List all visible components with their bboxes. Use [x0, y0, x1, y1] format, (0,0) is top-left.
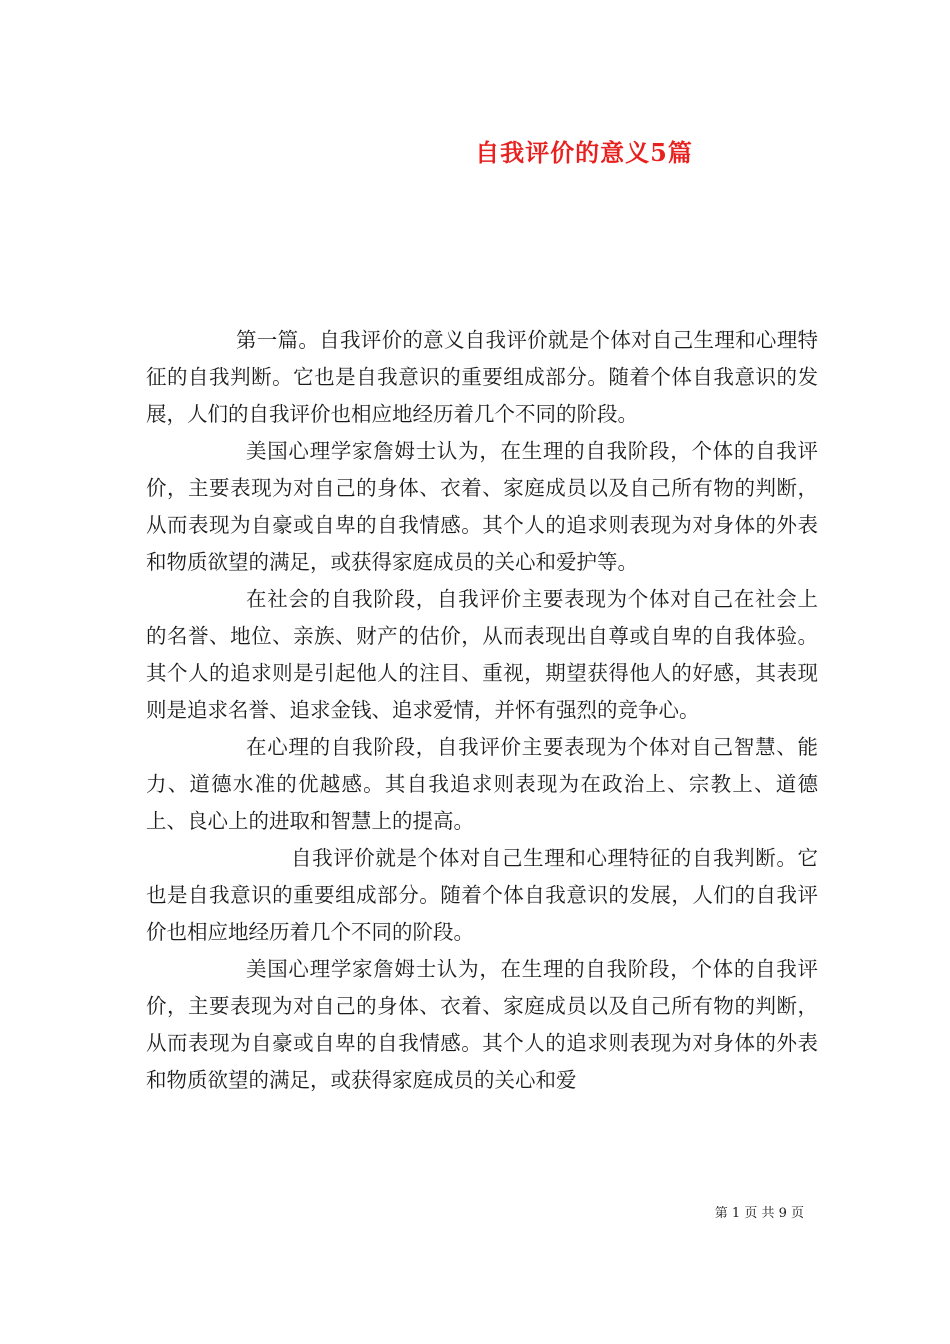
paragraph-1: 第一篇。自我评价的意义自我评价就是个体对自己生理和心理特征的自我判断。它也是自我意识的重要组成部分。随着个体自我意识的发展，人们的自我评价也相应地经历着几个不同的阶段。: [146, 328, 818, 426]
paragraph-5: 自我评价就是个体对自己生理和心理特征的自我判断。它也是自我意识的重要组成部分。随着个体自我意识的发展，人们的自我评价也相应地经历着几个不同的阶段。: [146, 846, 818, 944]
page-title: 自我评价的意义5篇: [475, 138, 693, 167]
paragraph-4: 在心理的自我阶段，自我评价主要表现为个体对自己智慧、能力、道德水准的优越感。其自我追求则表现为在政治上、宗教上、道德上、良心上的进取和智慧上的提高。: [146, 735, 818, 833]
paragraph-3: 在社会的自我阶段，自我评价主要表现为个体对自己在社会上的名誉、地位、亲族、财产的估价，从而表现出自尊或自卑的自我体验。其个人的追求则是引起他人的注目、重视，期望获得他人的好感，其表现则是追求名誉、追求金钱、追求爱情，并怀有强烈的竞争心。: [146, 587, 818, 722]
page-number-footer: 第 1 页 共 9 页: [714, 1206, 804, 1221]
paragraph-6: 美国心理学家詹姆士认为，在生理的自我阶段，个体的自我评价，主要表现为对自己的身体、衣着、家庭成员以及自己所有物的判断，从而表现为自豪或自卑的自我情感。其个人的追求则表现为对身体的外表和物质欲望的满足，或获得家庭成员的关心和爱: [146, 957, 818, 1092]
paragraph-2: 美国心理学家詹姆士认为，在生理的自我阶段，个体的自我评价，主要表现为对自己的身体、衣着、家庭成员以及自己所有物的判断，从而表现为自豪或自卑的自我情感。其个人的追求则表现为对身体的外表和物质欲望的满足，或获得家庭成员的关心和爱护等。: [146, 439, 818, 574]
document-body: [146, 322, 818, 1099]
